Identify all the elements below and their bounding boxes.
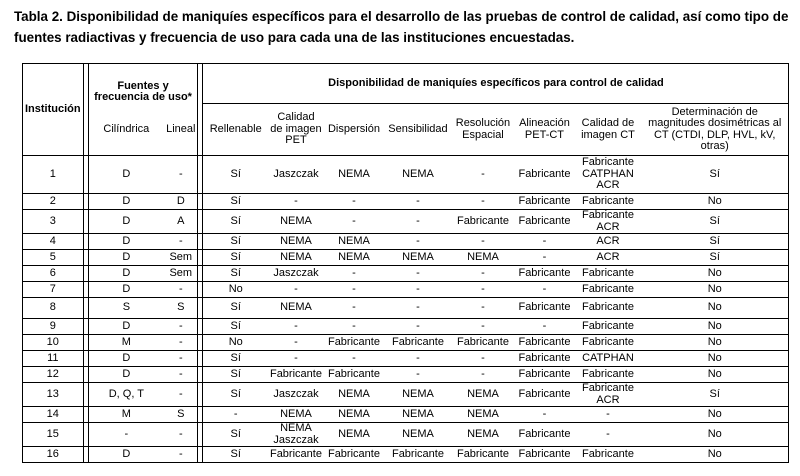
header-cilindrica: Cilíndrica [88, 104, 164, 156]
cell-calidad-imagen-ct: ACR [575, 250, 641, 266]
cell-resolucion-espacial: Fabricante [452, 335, 514, 351]
cell-dispersion: - [324, 319, 384, 335]
cell-calidad-imagen-pet: NEMA [268, 298, 324, 319]
cell-institucion: 12 [23, 367, 84, 383]
table-row [23, 367, 789, 383]
cell-sensibilidad: NEMA [384, 250, 452, 266]
cell-resolucion-espacial: - [452, 298, 514, 319]
cell-alineacion-pet-ct: Fabricante [514, 383, 575, 407]
cell-dosimetria-ct: No [641, 319, 789, 335]
cell-dosimetria-ct: Sí [641, 156, 789, 194]
cell-dispersion: NEMA [324, 234, 384, 250]
table-row [23, 234, 789, 250]
cell-rellenable: Sí [203, 447, 268, 463]
table-caption: Tabla 2. Disponibilidad de maniquíes específicos para el desarrollo de las pruebas de control de calidad, así como tipo de fuentes radiactivas y frecuencia de uso para cada una de las instituciones encuestadas. [14, 9, 789, 45]
data-table [22, 63, 789, 463]
cell-dosimetria-ct: No [641, 282, 789, 298]
cell-sensibilidad: Fabricante [384, 447, 452, 463]
cell-lineal: - [164, 423, 198, 447]
cell-sensibilidad: - [384, 194, 452, 210]
cell-resolucion-espacial: NEMA [452, 250, 514, 266]
cell-institucion: 15 [23, 423, 84, 447]
cell-resolucion-espacial: - [452, 194, 514, 210]
cell-calidad-imagen-ct: ACR [575, 234, 641, 250]
table-row [23, 319, 789, 335]
cell-dispersion: - [324, 194, 384, 210]
cell-dispersion: Fabricante [324, 447, 384, 463]
cell-dispersion: Fabricante [324, 335, 384, 351]
cell-dispersion: NEMA [324, 156, 384, 194]
cell-alineacion-pet-ct: Fabricante [514, 351, 575, 367]
cell-resolucion-espacial: - [452, 266, 514, 282]
header-alineacion-pet-ct: Alineación PET-CT [514, 104, 575, 156]
cell-calidad-imagen-pet: NEMA Jaszczak [268, 423, 324, 447]
cell-cilindrica: D [88, 156, 164, 194]
cell-calidad-imagen-pet: - [268, 319, 324, 335]
cell-institucion: 4 [23, 234, 84, 250]
cell-calidad-imagen-ct: Fabricante [575, 335, 641, 351]
cell-calidad-imagen-ct: Fabricante [575, 447, 641, 463]
cell-dispersion: - [324, 210, 384, 234]
cell-dosimetria-ct: No [641, 423, 789, 447]
cell-alineacion-pet-ct: Fabricante [514, 367, 575, 383]
cell-cilindrica: D [88, 351, 164, 367]
cell-calidad-imagen-ct: - [575, 423, 641, 447]
cell-cilindrica: M [88, 335, 164, 351]
cell-cilindrica: D [88, 194, 164, 210]
cell-cilindrica: D [88, 266, 164, 282]
cell-dispersion: - [324, 282, 384, 298]
cell-sensibilidad: NEMA [384, 407, 452, 423]
cell-calidad-imagen-pet: NEMA [268, 234, 324, 250]
table-row [23, 266, 789, 282]
cell-calidad-imagen-ct: Fabricante [575, 266, 641, 282]
cell-resolucion-espacial: NEMA [452, 383, 514, 407]
cell-rellenable: Sí [203, 250, 268, 266]
cell-dispersion: NEMA [324, 423, 384, 447]
cell-dosimetria-ct: Sí [641, 210, 789, 234]
cell-rellenable: Sí [203, 298, 268, 319]
data-table-wrapper [22, 63, 789, 463]
cell-calidad-imagen-pet: Fabricante [268, 367, 324, 383]
header-dosimetria-ct: Determinación de magnitudes dosimétricas al CT (CTDI, DLP, HVL, kV, otras) [641, 104, 789, 156]
cell-alineacion-pet-ct: Fabricante [514, 423, 575, 447]
cell-cilindrica: D [88, 282, 164, 298]
header-resolucion-espacial: Resolución Espacial [452, 104, 514, 156]
cell-rellenable: Sí [203, 367, 268, 383]
cell-sensibilidad: - [384, 266, 452, 282]
cell-sensibilidad: - [384, 367, 452, 383]
cell-institucion: 6 [23, 266, 84, 282]
cell-lineal: - [164, 156, 198, 194]
cell-institucion: 14 [23, 407, 84, 423]
cell-lineal: - [164, 335, 198, 351]
table-row [23, 407, 789, 423]
cell-institucion: 8 [23, 298, 84, 319]
cell-sensibilidad: NEMA [384, 156, 452, 194]
cell-dosimetria-ct: No [641, 194, 789, 210]
cell-rellenable: Sí [203, 383, 268, 407]
cell-dispersion: NEMA [324, 250, 384, 266]
cell-calidad-imagen-ct: Fabricante ACR [575, 383, 641, 407]
table-row [23, 351, 789, 367]
cell-resolucion-espacial: - [452, 351, 514, 367]
cell-rellenable: Sí [203, 423, 268, 447]
cell-alineacion-pet-ct: - [514, 282, 575, 298]
header-sensibilidad: Sensibilidad [384, 104, 452, 156]
cell-cilindrica: D [88, 367, 164, 383]
cell-resolucion-espacial: - [452, 234, 514, 250]
cell-dosimetria-ct: No [641, 407, 789, 423]
cell-alineacion-pet-ct: Fabricante [514, 266, 575, 282]
cell-sensibilidad: - [384, 319, 452, 335]
cell-alineacion-pet-ct: - [514, 407, 575, 423]
cell-dispersion: Fabricante [324, 367, 384, 383]
cell-cilindrica: D [88, 250, 164, 266]
header-maniquies-group: Disponibilidad de maniquíes específicos para control de calidad [203, 64, 789, 104]
cell-institucion: 13 [23, 383, 84, 407]
cell-lineal: - [164, 447, 198, 463]
table-row [23, 282, 789, 298]
cell-dispersion: - [324, 298, 384, 319]
cell-lineal: - [164, 234, 198, 250]
table-row [23, 298, 789, 319]
cell-lineal: Sem [164, 266, 198, 282]
header-calidad-imagen-pet: Calidad de imagen PET [268, 104, 324, 156]
cell-alineacion-pet-ct: Fabricante [514, 335, 575, 351]
cell-dosimetria-ct: No [641, 447, 789, 463]
cell-calidad-imagen-pet: Jaszczak [268, 156, 324, 194]
header-lineal: Lineal [164, 104, 198, 156]
cell-rellenable: No [203, 335, 268, 351]
cell-rellenable: No [203, 282, 268, 298]
cell-rellenable: Sí [203, 156, 268, 194]
table-row [23, 423, 789, 447]
cell-institucion: 5 [23, 250, 84, 266]
cell-calidad-imagen-pet: Fabricante [268, 447, 324, 463]
cell-dosimetria-ct: No [641, 351, 789, 367]
cell-calidad-imagen-pet: NEMA [268, 210, 324, 234]
cell-lineal: - [164, 383, 198, 407]
cell-cilindrica: D, Q, T [88, 383, 164, 407]
cell-dosimetria-ct: Sí [641, 250, 789, 266]
cell-institucion: 9 [23, 319, 84, 335]
cell-calidad-imagen-ct: Fabricante [575, 282, 641, 298]
cell-calidad-imagen-pet: Jaszczak [268, 266, 324, 282]
cell-calidad-imagen-ct: CATPHAN [575, 351, 641, 367]
cell-sensibilidad: - [384, 210, 452, 234]
cell-sensibilidad: NEMA [384, 423, 452, 447]
header-rellenable: Rellenable [203, 104, 268, 156]
cell-sensibilidad: - [384, 234, 452, 250]
cell-calidad-imagen-pet: - [268, 335, 324, 351]
cell-institucion: 10 [23, 335, 84, 351]
cell-dosimetria-ct: No [641, 298, 789, 319]
cell-dispersion: NEMA [324, 383, 384, 407]
cell-dosimetria-ct: No [641, 335, 789, 351]
cell-alineacion-pet-ct: Fabricante [514, 156, 575, 194]
cell-lineal: Sem [164, 250, 198, 266]
cell-rellenable: Sí [203, 234, 268, 250]
cell-calidad-imagen-pet: Jaszczak [268, 383, 324, 407]
cell-cilindrica: S [88, 298, 164, 319]
cell-alineacion-pet-ct: - [514, 319, 575, 335]
cell-institucion: 1 [23, 156, 84, 194]
cell-rellenable: Sí [203, 319, 268, 335]
cell-sensibilidad: - [384, 351, 452, 367]
cell-lineal: D [164, 194, 198, 210]
cell-calidad-imagen-ct: Fabricante [575, 194, 641, 210]
cell-resolucion-espacial: Fabricante [452, 210, 514, 234]
cell-calidad-imagen-ct: Fabricante [575, 298, 641, 319]
header-calidad-imagen-ct: Calidad de imagen CT [575, 104, 641, 156]
cell-resolucion-espacial: NEMA [452, 423, 514, 447]
table-row [23, 383, 789, 407]
cell-lineal: S [164, 407, 198, 423]
table-row [23, 194, 789, 210]
cell-resolucion-espacial: - [452, 367, 514, 383]
cell-cilindrica: D [88, 234, 164, 250]
cell-rellenable: Sí [203, 351, 268, 367]
cell-cilindrica: - [88, 423, 164, 447]
header-fuentes-group: Fuentes y frecuencia de uso* [88, 64, 198, 104]
cell-calidad-imagen-ct: Fabricante CATPHAN ACR [575, 156, 641, 194]
cell-sensibilidad: - [384, 282, 452, 298]
cell-calidad-imagen-pet: - [268, 351, 324, 367]
cell-dispersion: NEMA [324, 407, 384, 423]
cell-dispersion: - [324, 266, 384, 282]
cell-lineal: S [164, 298, 198, 319]
header-dispersion: Dispersión [324, 104, 384, 156]
cell-calidad-imagen-ct: Fabricante [575, 319, 641, 335]
cell-calidad-imagen-pet: - [268, 282, 324, 298]
cell-dosimetria-ct: Sí [641, 234, 789, 250]
cell-alineacion-pet-ct: Fabricante [514, 298, 575, 319]
cell-calidad-imagen-pet: NEMA [268, 407, 324, 423]
cell-cilindrica: D [88, 447, 164, 463]
cell-institucion: 11 [23, 351, 84, 367]
cell-rellenable: Sí [203, 210, 268, 234]
cell-institucion: 16 [23, 447, 84, 463]
cell-calidad-imagen-pet: - [268, 194, 324, 210]
cell-lineal: - [164, 367, 198, 383]
cell-calidad-imagen-ct: Fabricante [575, 367, 641, 383]
table-row [23, 156, 789, 194]
cell-alineacion-pet-ct: Fabricante [514, 194, 575, 210]
cell-institucion: 7 [23, 282, 84, 298]
cell-lineal: - [164, 282, 198, 298]
header-institucion: Institución [23, 64, 84, 156]
cell-dosimetria-ct: Sí [641, 383, 789, 407]
cell-resolucion-espacial: - [452, 156, 514, 194]
cell-calidad-imagen-pet: NEMA [268, 250, 324, 266]
cell-resolucion-espacial: Fabricante [452, 447, 514, 463]
cell-alineacion-pet-ct: Fabricante [514, 210, 575, 234]
cell-rellenable: Sí [203, 194, 268, 210]
cell-rellenable: - [203, 407, 268, 423]
cell-calidad-imagen-ct: - [575, 407, 641, 423]
cell-lineal: A [164, 210, 198, 234]
cell-resolucion-espacial: - [452, 319, 514, 335]
table-row [23, 447, 789, 463]
cell-dosimetria-ct: No [641, 367, 789, 383]
cell-sensibilidad: - [384, 298, 452, 319]
cell-alineacion-pet-ct: - [514, 250, 575, 266]
cell-calidad-imagen-ct: Fabricante ACR [575, 210, 641, 234]
cell-alineacion-pet-ct: - [514, 234, 575, 250]
cell-lineal: - [164, 319, 198, 335]
cell-cilindrica: D [88, 210, 164, 234]
cell-dosimetria-ct: No [641, 266, 789, 282]
cell-rellenable: Sí [203, 266, 268, 282]
cell-institucion: 3 [23, 210, 84, 234]
cell-resolucion-espacial: NEMA [452, 407, 514, 423]
table-row [23, 335, 789, 351]
cell-dispersion: - [324, 351, 384, 367]
cell-cilindrica: M [88, 407, 164, 423]
table-row [23, 210, 789, 234]
cell-alineacion-pet-ct: Fabricante [514, 447, 575, 463]
cell-lineal: - [164, 351, 198, 367]
cell-resolucion-espacial: - [452, 282, 514, 298]
table-row [23, 250, 789, 266]
cell-sensibilidad: Fabricante [384, 335, 452, 351]
cell-institucion: 2 [23, 194, 84, 210]
cell-sensibilidad: NEMA [384, 383, 452, 407]
cell-cilindrica: D [88, 319, 164, 335]
